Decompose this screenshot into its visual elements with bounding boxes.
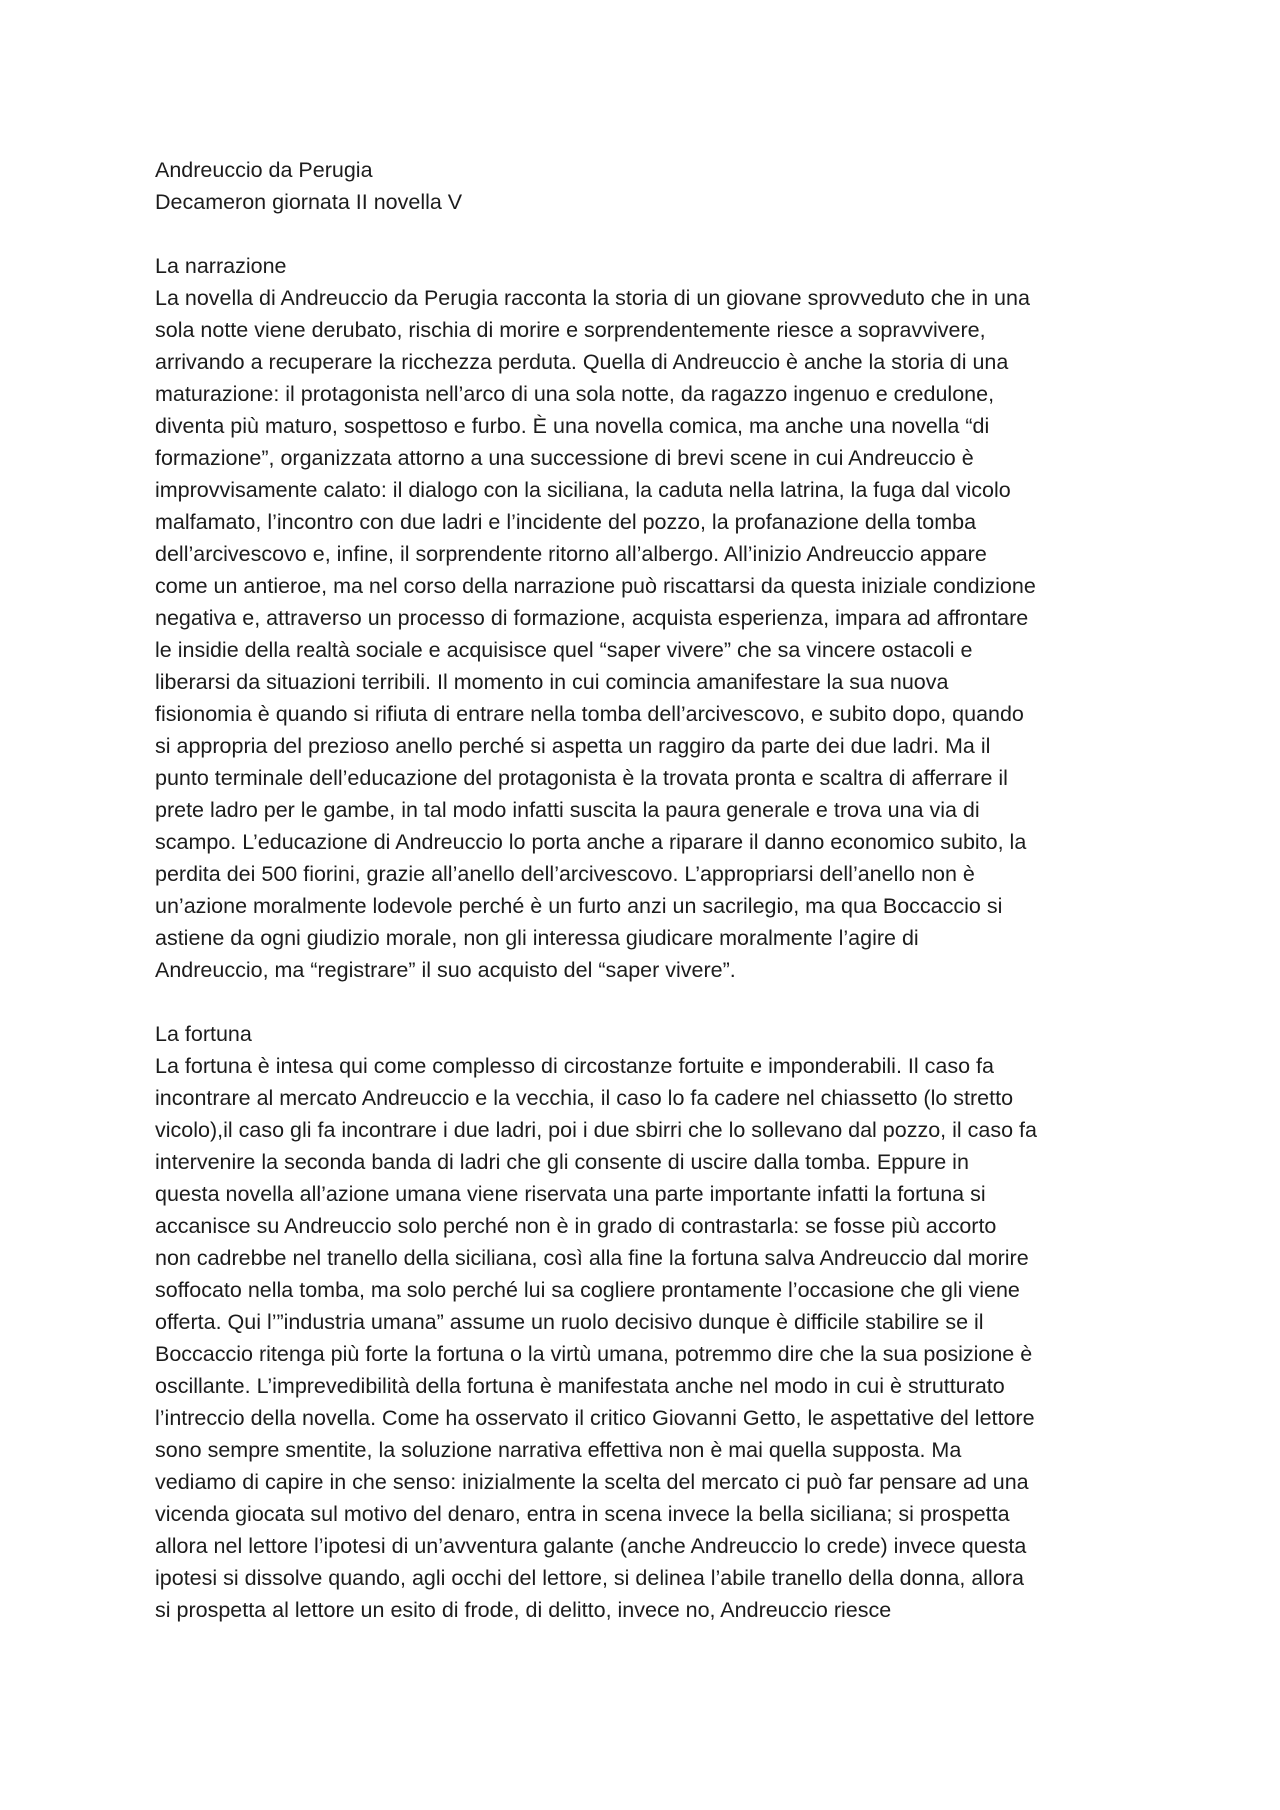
paragraph-line: maturazione: il protagonista nell’arco di una sola notte, da ragazzo ingenuo e credulone, (155, 382, 995, 406)
blank-line (155, 986, 1135, 1018)
paragraph-line: intervenire la seconda banda di ladri che gli consente di uscire dalla tomba. Eppure in (155, 1150, 969, 1174)
document-title: Andreuccio da Perugia (155, 158, 373, 182)
paragraph-line: liberarsi da situazioni terribili. Il momento in cui comincia amanifestare la sua nuova (155, 670, 949, 694)
paragraph-line: si appropria del prezioso anello perché si aspetta un raggiro da parte dei due ladri. Ma il (155, 734, 991, 758)
paragraph-line: ipotesi si dissolve quando, agli occhi del lettore, si delinea l’abile tranello della donna, allora (155, 1566, 1024, 1590)
section-heading: La narrazione (155, 254, 287, 278)
paragraph-line: sono sempre smentite, la soluzione narrativa effettiva non è mai quella supposta. Ma (155, 1438, 962, 1462)
paragraph-line: prete ladro per le gambe, in tal modo infatti suscita la paura generale e trova una via di (155, 798, 980, 822)
paragraph-line: astiene da ogni giudizio morale, non gli interessa giudicare moralmente l’agire di (155, 926, 919, 950)
paragraph-line: perdita dei 500 fiorini, grazie all’anello dell’arcivescovo. L’appropriarsi dell’anello non è (155, 862, 975, 886)
paragraph-line: Boccaccio ritenga più forte la fortuna o la virtù umana, potremmo dire che la sua posizione è (155, 1342, 1033, 1366)
section-heading: La fortuna (155, 1022, 252, 1046)
paragraph-line: oscillante. L’imprevedibilità della fortuna è manifestata anche nel modo in cui è strutturato (155, 1374, 1005, 1398)
paragraph-line: formazione”, organizzata attorno a una successione di brevi scene in cui Andreuccio è (155, 446, 974, 470)
paragraph-line: diventa più maturo, sospettoso e furbo. È una novella comica, ma anche una novella “di (155, 414, 990, 438)
paragraph-line: dell’arcivescovo e, infine, il sorprendente ritorno all’albergo. All’inizio Andreuccio appare (155, 542, 987, 566)
paragraph-line: vediamo di capire in che senso: inizialmente la scelta del mercato ci può far pensare ad una (155, 1470, 1029, 1494)
paragraph-line: malfamato, l’incontro con due ladri e l’incidente del pozzo, la profanazione della tomba (155, 510, 977, 534)
paragraph-line: non cadrebbe nel tranello della siciliana, così alla fine la fortuna salva Andreuccio dal morire (155, 1246, 1029, 1270)
paragraph-line: offerta. Qui l’”industria umana” assume un ruolo decisivo dunque è difficile stabilire se il (155, 1310, 984, 1334)
paragraph-line: accanisce su Andreuccio solo perché non è in grado di contrastarla: se fosse più accorto (155, 1214, 997, 1238)
paragraph-line: come un antieroe, ma nel corso della narrazione può riscattarsi da questa iniziale condizione (155, 574, 1036, 598)
blank-line (155, 218, 1135, 250)
paragraph-line: vicolo),il caso gli fa incontrare i due ladri, poi i due sbirri che lo sollevano dal pozzo, il caso fa (155, 1118, 1037, 1142)
paragraph-line: arrivando a recuperare la ricchezza perduta. Quella di Andreuccio è anche la storia di una (155, 350, 1009, 374)
document-body (155, 154, 1135, 1626)
paragraph-line: punto terminale dell’educazione del protagonista è la trovata pronta e scaltra di afferrare il (155, 766, 1008, 790)
paragraph-line: vicenda giocata sul motivo del denaro, entra in scena invece la bella siciliana; si prospetta (155, 1502, 1010, 1526)
paragraph-line: l’intreccio della novella. Come ha osservato il critico Giovanni Getto, le aspettative del lettore (155, 1406, 1035, 1430)
section (155, 1018, 1135, 1626)
paragraph-line: La fortuna è intesa qui come complesso di circostanze fortuite e imponderabili. Il caso fa (155, 1054, 994, 1078)
paragraph (155, 1050, 1135, 1626)
sections-container (155, 250, 1135, 1626)
paragraph-line: le insidie della realtà sociale e acquisisce quel “saper vivere” che sa vincere ostacoli e (155, 638, 973, 662)
paragraph-line: improvvisamente calato: il dialogo con la siciliana, la caduta nella latrina, la fuga dal vicolo (155, 478, 1011, 502)
paragraph-line: scampo. L’educazione di Andreuccio lo porta anche a riparare il danno economico subito, la (155, 830, 1027, 854)
paragraph-line: allora nel lettore l’ipotesi di un’avventura galante (anche Andreuccio lo crede) invece questa (155, 1534, 1027, 1558)
paragraph-line: fisionomia è quando si rifiuta di entrare nella tomba dell’arcivescovo, e subito dopo, quando (155, 702, 1024, 726)
paragraph-line: soffocato nella tomba, ma solo perché lui sa cogliere prontamente l’occasione che gli viene (155, 1278, 1020, 1302)
document-subtitle: Decameron giornata II novella V (155, 190, 463, 214)
section (155, 250, 1135, 1018)
paragraph-line: sola notte viene derubato, rischia di morire e sorprendentemente riesce a sopravvivere, (155, 318, 986, 342)
paragraph-line: questa novella all’azione umana viene riservata una parte importante infatti la fortuna si (155, 1182, 986, 1206)
paragraph-line: La novella di Andreuccio da Perugia racconta la storia di un giovane sprovveduto che in una (155, 286, 1030, 310)
paragraph-line: incontrare al mercato Andreuccio e la vecchia, il caso lo fa cadere nel chiassetto (lo stretto (155, 1086, 1014, 1110)
paragraph (155, 282, 1135, 986)
paragraph-line: Andreuccio, ma “registrare” il suo acquisto del “saper vivere”. (155, 958, 736, 982)
paragraph-line: un’azione moralmente lodevole perché è un furto anzi un sacrilegio, ma qua Boccaccio si (155, 894, 1003, 918)
paragraph-line: negativa e, attraverso un processo di formazione, acquista esperienza, impara ad affrontare (155, 606, 1029, 630)
paragraph-line: si prospetta al lettore un esito di frode, di delitto, invece no, Andreuccio riesce (155, 1598, 892, 1622)
